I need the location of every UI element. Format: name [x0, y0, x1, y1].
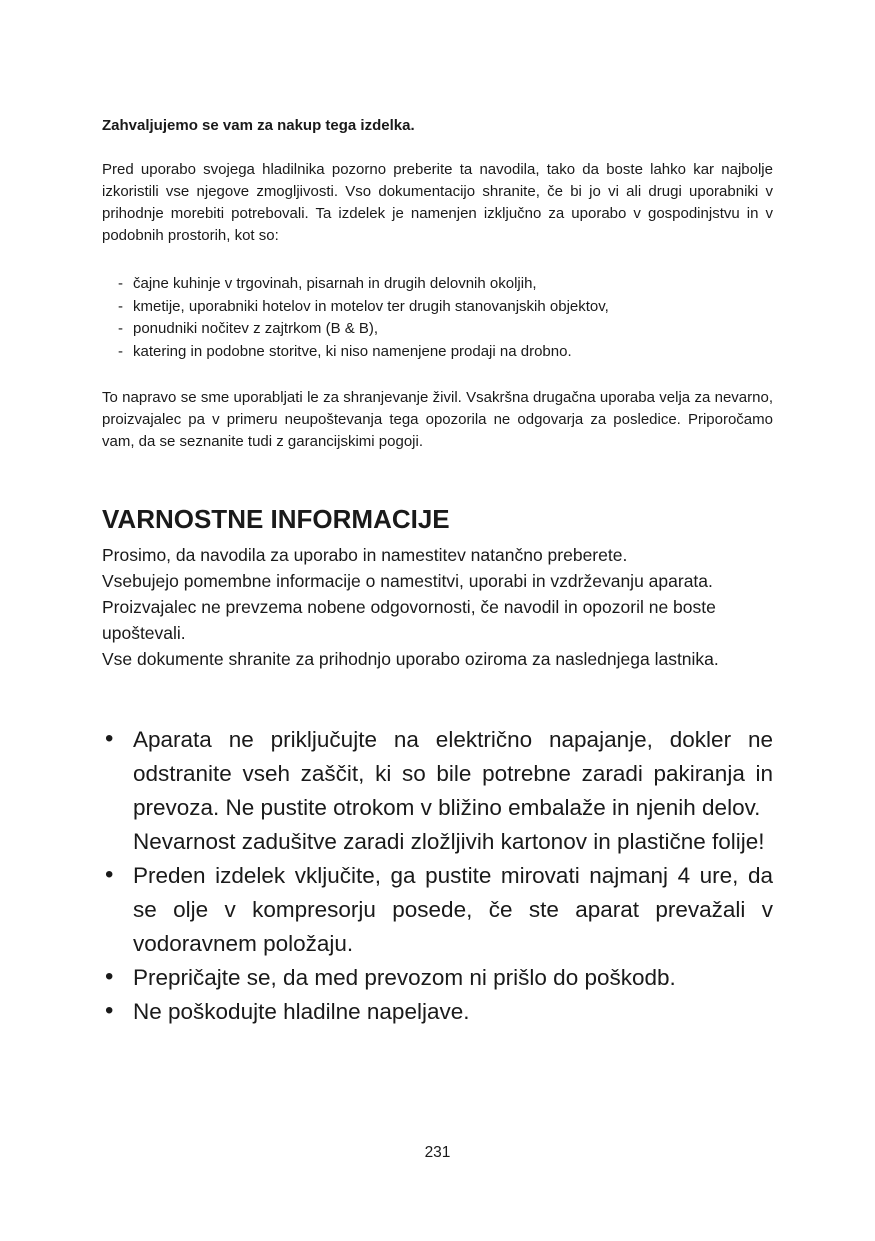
bullet-icon: • [105, 725, 114, 752]
safety-line: Proizvajalec ne prevzema nobene odgovornosti, če navodil in opozoril ne boste upoštevali. [102, 597, 716, 643]
usage-environments-list [102, 273, 773, 363]
warning-text: Prepričajte se, da med prevozom ni prišlo do poškodb. [133, 965, 676, 990]
list-item [102, 273, 773, 296]
warning-item [102, 859, 773, 961]
list-item [102, 318, 773, 341]
warning-text: Preden izdelek vključite, ga pustite mirovati najmanj 4 ure, da se olje v kompresorju posede, če ste aparat prevažali v vodoravnem položaju. [133, 863, 773, 956]
safety-line: Vsebujejo pomembne informacije o namestitvi, uporabi in vzdrževanju aparata. [102, 571, 713, 591]
warning-text: Ne poškodujte hladilne napeljave. [133, 999, 470, 1024]
warning-item [102, 961, 773, 995]
dash-marker: - [118, 342, 123, 360]
warning-item [102, 723, 773, 859]
bullet-icon: • [105, 963, 114, 990]
dash-marker: - [118, 320, 123, 337]
dash-marker: - [118, 275, 123, 292]
page-number: 231 [424, 1144, 451, 1161]
list-item-text: ponudniki nočitev z zajtrkom (B & B), [133, 320, 379, 337]
warning-item [102, 995, 773, 1029]
intro-paragraph: Pred uporabo svojega hladilnika pozorno preberite ta navodila, tako da boste lahko kar najbolje izkoristili vse njegove zmogljivosti. Vso dokumentacijo shranite, če bi jo vi ali drugi uporabniki v prihodnje morebiti potrebovali. Ta izdelek je namenjen izključno za uporabo v gospodinjstvu in v podobnih prostorih, kot so: [102, 161, 773, 244]
list-item [102, 341, 773, 364]
warning-text-continued: Nevarnost zadušitve zaradi zložljivih kartonov in plastične folije! [133, 829, 765, 854]
safety-line: Prosimo, da navodila za uporabo in namestitev natančno preberete. [102, 545, 628, 565]
list-item-text: kmetije, uporabniki hotelov in motelov ter drugih stanovanjskih objektov, [133, 297, 609, 315]
thanks-line: Zahvaljujemo se vam za nakup tega izdelka. [102, 117, 415, 134]
list-item [102, 296, 773, 319]
list-item-text: katering in podobne storitve, ki niso namenjene prodaji na drobno. [133, 342, 572, 360]
warning-text: Aparata ne priključujte na električno napajanje, dokler ne odstranite vseh zaščit, ki so bile potrebne zaradi pakiranja in prevoza. Ne pustite otrokom v bližino embalaže in njenih delov. [133, 727, 773, 820]
safety-intro-lines [102, 542, 773, 672]
dash-marker: - [118, 297, 123, 315]
safety-warnings-list [102, 723, 773, 1029]
list-item-text: čajne kuhinje v trgovinah, pisarnah in drugih delovnih okoljih, [133, 275, 537, 292]
intended-use-paragraph: To napravo se sme uporabljati le za shranjevanje živil. Vsakršna drugačna uporaba velja za nevarno, proizvajalec pa v primeru neupoštevanja tega opozorila ne odgovarja za posledice. Priporočamo vam, da se seznanite tudi z garancijskimi pogoji. [102, 389, 773, 450]
bullet-icon: • [105, 861, 114, 888]
section-heading: VARNOSTNE INFORMACIJE [102, 504, 450, 534]
safety-line: Vse dokumente shranite za prihodnjo uporabo oziroma za naslednjega lastnika. [102, 649, 719, 669]
bullet-icon: • [105, 997, 114, 1024]
page-content [102, 115, 773, 1029]
